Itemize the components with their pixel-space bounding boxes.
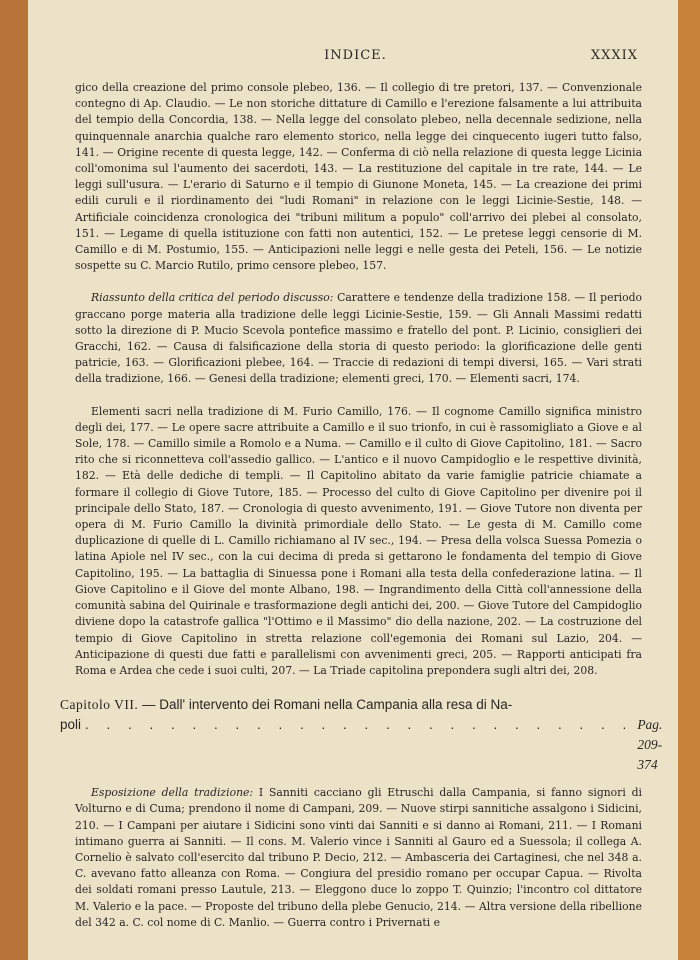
header-title: INDICE.: [324, 48, 387, 63]
chapter-heading-line2: [60, 715, 663, 775]
index-content: [60, 80, 663, 941]
section-lead: Esposizione della tradizione:: [91, 786, 254, 800]
section-text: I Sanniti cacciano gli Etruschi dalla Campania, si fanno signori di Volturno e di Cuma; prendono il nome di Campani, 209. — Nuove stirpi sannitiche assalgono i Sidicini, 210. — I Campani per aiutare i Sidicini sono vinti dai Sanniti e si danno ai Romani, 211. — I Romani intimano guerra ai Sanniti. — Il cons. M. Valerio vince i Sanniti al Gauro ed a Suessola; il collega A. Cornelio è salvato coll'esercito dal tribuno P. Decio, 212. — Ambasceria dei Cartaginesi, che nel 348 a. C. avevano fatto alleanza con Roma. — Congiura del presidio romano per occupar Capua. — Rivolta dei soldati romani presso Lautule, 213. — Eleggono duce lo zoppo T. Quinzio; l'incontro col dittatore M. Valerio e la pace. — Proposte del tribuno della plebe Genucio, 214. — Altra versione della ribellione del 342 a. C. col nome di C. Manlio. — Guerra contro i Privernati e: [75, 786, 643, 929]
book-page: [28, 0, 678, 960]
dot-leaders: . . . . . . . . . . . . . . . . . . . . . . . . . .: [85, 717, 634, 733]
chapter-number: Capitolo VII.: [60, 697, 139, 713]
chapter-heading: [60, 695, 663, 775]
index-entry-paragraph: [75, 290, 642, 387]
chapter-title-part1: — Dall' intervento dei Romani nella Campania alla resa di Na-: [142, 697, 513, 713]
chapter-heading-line1: [60, 695, 642, 715]
section-lead: Riassunto della critica del periodo discusso:: [91, 291, 334, 305]
index-entry-paragraph: Elementi sacri nella tradizione di M. Furio Camillo, 176. — Il cognome Camillo significa ministro degli dei, 177. — Le opere sacre attribuite a Camillo e il suo trionfo, in cui è rassomigliato a Giove e al Sole, 178. — Camillo simile a Romolo e a Numa. — Camillo e il culto di Giove Capitolino, 181. — Sacro rito che si riconnetteva coll'assedio gallico. — L'antico e il nuovo Campidoglio e le respettive divinità, 182. — Età delle dediche di templi. — Il Capitolino abitato da varie famiglie patricie chiamate a formare il collegio di Giove Tutore, 185. — Processo del culto di Giove Capitolino per divenire poi il principale dello Stato, 187. — Cronologia di questo avvenimento, 191. — Giove Tutore non diventa per opera di M. Furio Camillo la divinità primordiale dello Stato. — Le gesta di M. Camillo come duplicazione di quelle di L. Camillo richiamano al IV sec., 194. — Presa della volsca Suessa Pomezia o latina Apiole nel IV sec., con la cui decima di preda si gettarono le fondamenta del tempio di Giove Capitolino, 195. — La battaglia di Sinuessa pone i Romani alla testa della confederazione latina. — Il Giove Capitolino e il Giove del monte Albano, 198. — Ingrandimento della Città coll'annessione della comunità sabina del Quirinale e trasformazione degli antichi dei, 200. — Giove Tutore del Campidoglio diviene dopo la catastrofe gallica "l'Ottimo e il Massimo" dio della nazione, 202. — La costruzione del tempio di Giove Capitolino in stretta relazione coll'egemonia dei Romani sul Lazio, 204. — Anticipazione di questi due fatti e parallelismi con avvenimenti greci, 205. — Rapporti anticipati fra Roma e Ardea che cede i suoi culti, 207. — La Triade capitolina prepondera sugli altri dei, 208.: [75, 404, 642, 677]
index-entry-paragraph: [75, 785, 642, 931]
chapter-title-part2: poli: [60, 717, 82, 733]
page-number: XXXIX: [590, 48, 638, 63]
chapter-page-range: Pag. 209-374: [637, 717, 663, 773]
book-spine-edge: [0, 0, 28, 960]
index-entry-paragraph: gico della creazione del primo console plebeo, 136. — Il collegio di tre pretori, 137. — Convenzionale contegno di Ap. Claudio. — Le non storiche dittature di Camillo e l'erezione falsamente a lui attribuita del tempio della Concordia, 138. — Nella legge del consolato plebeo, nella decennale sedizione, nella quinquennale anarchia qualche raro elemento storico, nella legge dei cinquecento iugeri tutto falso, 141. — Origine recente di questa legge, 142. — Conferma di ciò nella relazione di questa legge Licinia coll'omonima sul l'aumento dei sacerdoti, 143. — La restituzione del capitale in tre rate, 144. — Le leggi sull'usura. — L'erario di Saturno e il tempio di Giunone Moneta, 145. — La creazione dei primi edili curuli e il riordinamento dei "ludi Romani" in relazione con le leggi Licinie-Sestie, 148. — Artificiale coincidenza cronologica dei "tribuni militum a populo" coll'arrivo dei plebei al consolato, 151. — Legame di quella istituzione con fatti non autentici, 152. — Le pretese leggi censorie di M. Camillo e di M. Postumio, 155. — Anticipazioni nelle leggi e nelle gesta dei Peteli, 156. — Le notizie sospette su C. Marcio Rutilo, primo censore plebeo, 157.: [75, 81, 642, 273]
section-text: Carattere e tendenze della tradizione 158. — Il periodo graccano porge materia alla tradizione delle leggi Licinie-Sestie, 159. — Gli Annali Massimi redatti sotto la direzione di P. Mucio Scevola pontefice massimo e fratello del pont. P. Licinio, consiglieri dei Gracchi, 162. — Causa di falsificazione della storia di questo periodo: la glorificazione delle genti patricie, 163. — Glorificazioni plebee, 164. — Traccie di redazioni di tempi diversi, 165. — Vari strati della tradizione, 166. — Genesi della tradizione; elementi greci, 170. — Elementi sacri, 174.: [75, 291, 642, 386]
running-header: [73, 48, 638, 68]
